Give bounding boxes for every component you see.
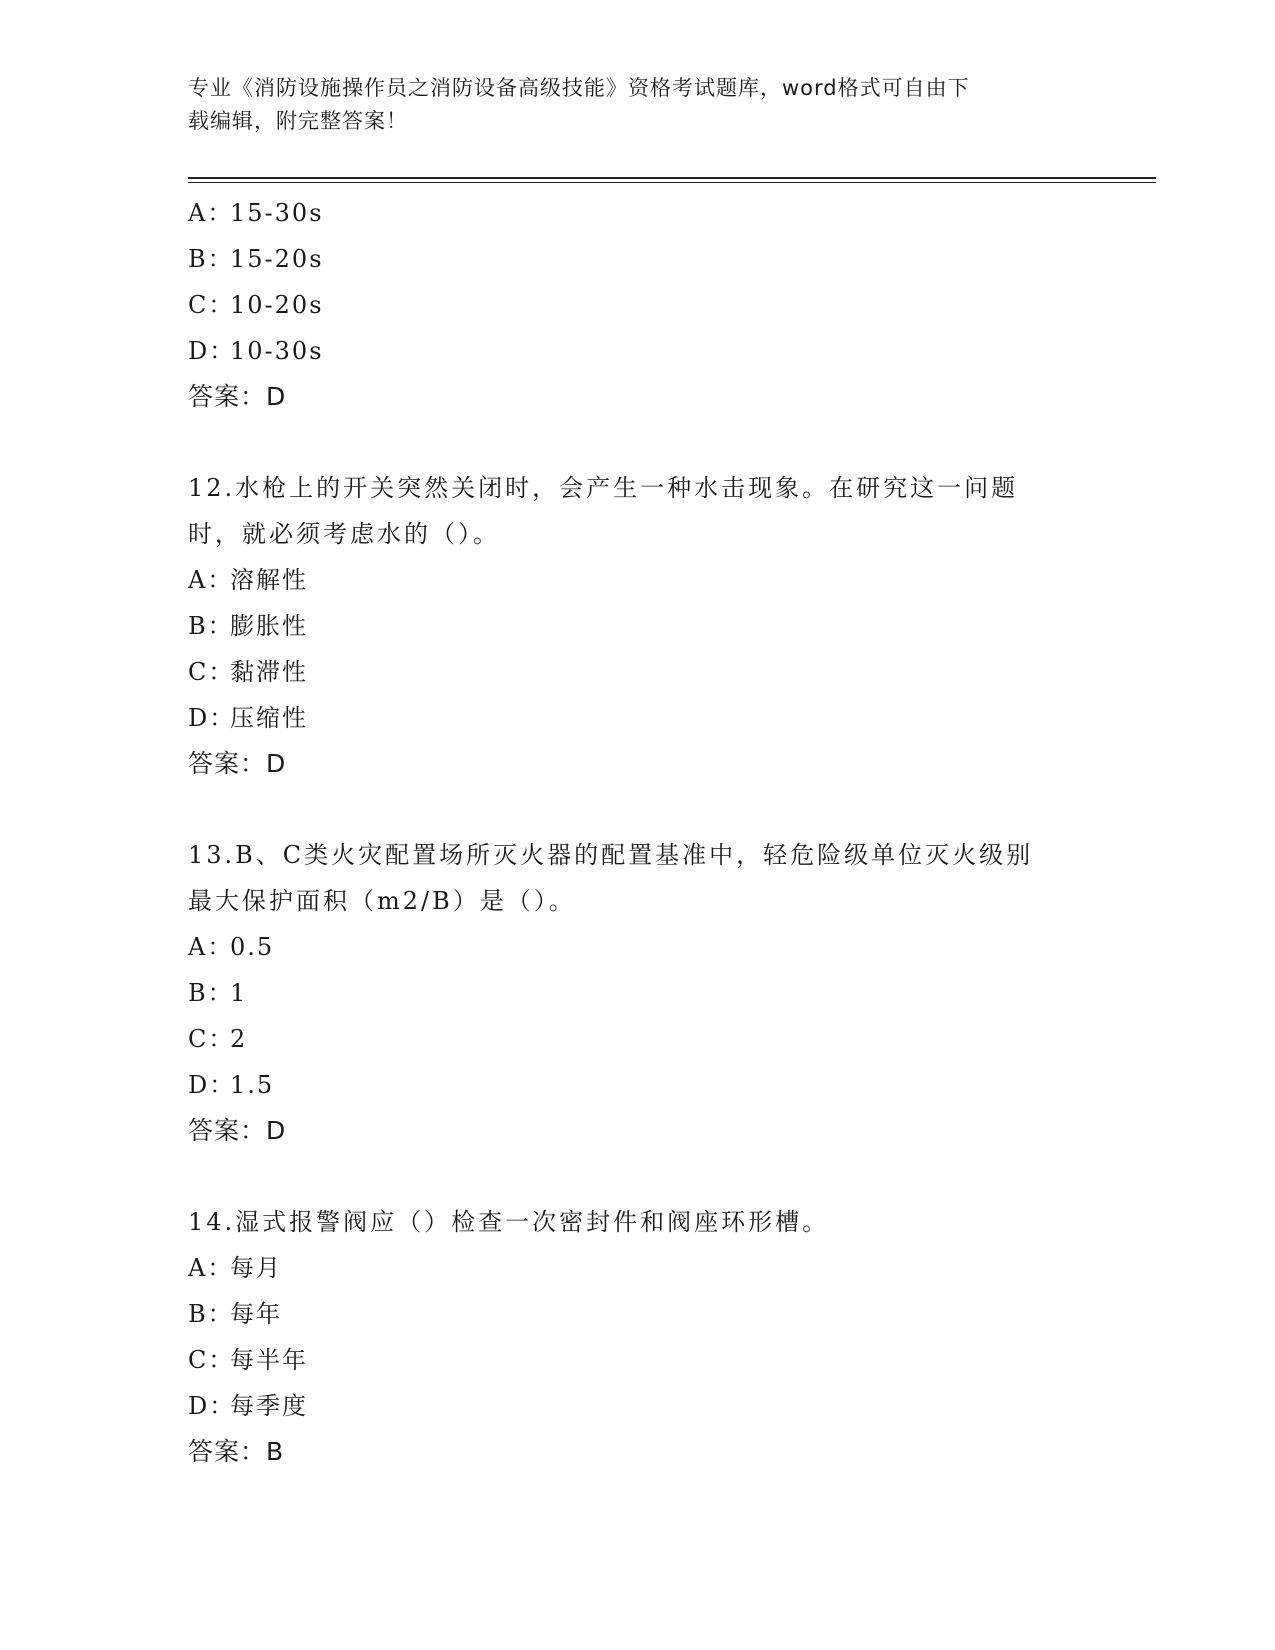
question-12 (188, 465, 1088, 787)
header-divider-thick (188, 177, 1156, 179)
option-a: A：每月 (188, 1254, 282, 1282)
option-c: C：2 (188, 1025, 248, 1053)
question-text-line-2: 最大保护面积（m2/B）是（）。 (188, 887, 576, 915)
question-list (188, 190, 1088, 1475)
question-text-line-1: 14.湿式报警阀应（）检查一次密封件和阀座环形槽。 (188, 1208, 830, 1236)
option-b: B：1 (188, 979, 248, 1007)
option-d: D：10-30s (188, 337, 324, 365)
option-b: B：每年 (188, 1300, 282, 1328)
question-text-line-1: 13.B、C类火灾配置场所灭火器的配置基准中，轻危险级单位灭火级别 (188, 841, 1034, 869)
header-divider-thin (188, 182, 1156, 183)
document-header (188, 72, 1068, 138)
question-14 (188, 1199, 1088, 1475)
answer-label: 答案：B (188, 1437, 285, 1466)
answer-label: 答案：D (188, 749, 287, 778)
question-11 (188, 190, 1088, 420)
spacer (188, 787, 1088, 832)
header-line-1: 专业《消防设施操作员之消防设备高级技能》资格考试题库，word格式可自由下 (188, 76, 970, 100)
option-c: C：10-20s (188, 291, 324, 319)
answer-label: 答案：D (188, 382, 287, 411)
option-a: A：15-30s (188, 199, 324, 227)
question-13 (188, 832, 1088, 1154)
option-d: D：1.5 (188, 1071, 275, 1099)
option-c: C：每半年 (188, 1346, 308, 1374)
spacer (188, 1154, 1088, 1199)
question-text-line-1: 12.水枪上的开关突然关闭时，会产生一种水击现象。在研究这一问题 (188, 474, 1019, 502)
option-d: D：压缩性 (188, 704, 308, 732)
option-d: D：每季度 (188, 1392, 308, 1420)
spacer (188, 420, 1088, 465)
option-a: A：溶解性 (188, 566, 308, 594)
question-text-line-2: 时，就必须考虑水的（）。 (188, 520, 500, 548)
answer-label: 答案：D (188, 1116, 287, 1145)
header-line-2: 载编辑，附完整答案！ (188, 109, 408, 133)
option-a: A：0.5 (188, 933, 275, 961)
option-c: C：黏滞性 (188, 658, 308, 686)
option-b: B：膨胀性 (188, 612, 308, 640)
option-b: B：15-20s (188, 245, 324, 273)
